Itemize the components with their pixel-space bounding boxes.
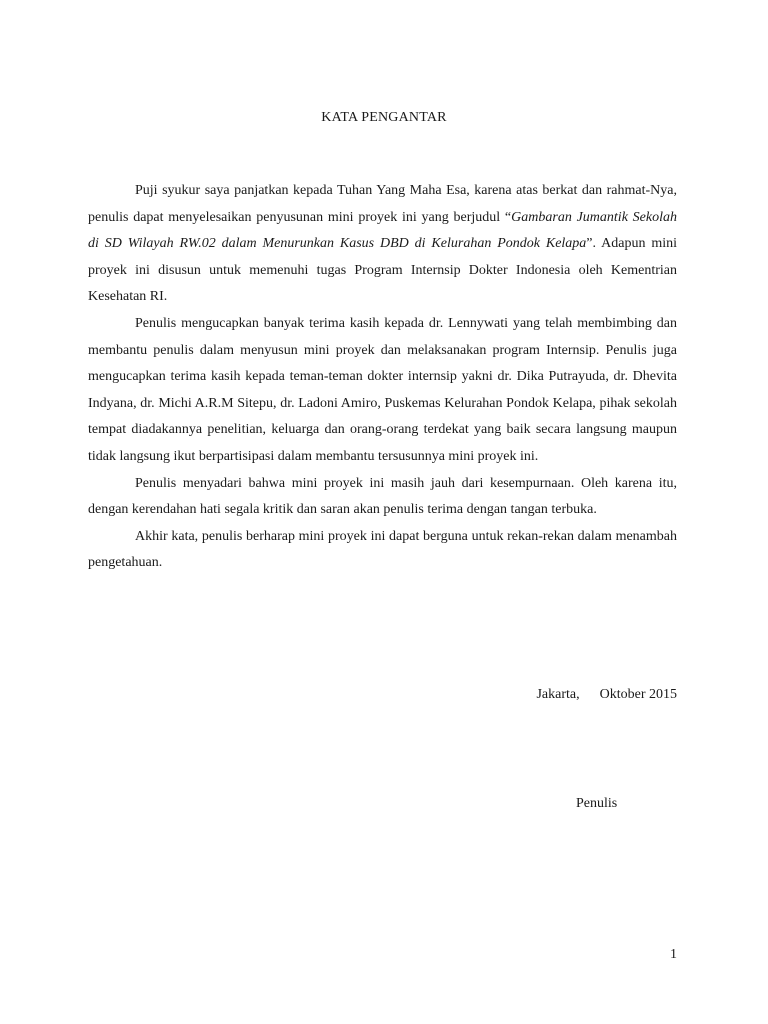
signature-author: Penulis [576, 796, 618, 811]
document-body [88, 178, 677, 577]
paragraph-opening-text-end: ”. Adapun mini proyek ini disusun untuk memenuhi tugas Program Internsip Dokter Indonesia oleh Kementrian Kesehatan RI. [88, 236, 677, 305]
page-title: KATA PENGANTAR [321, 110, 447, 125]
paragraph-acceptance: Penulis menyadari bahwa mini proyek ini masih jauh dari kesempurnaan. Oleh karena itu, dengan kerendahan hati segala kritik dan saran akan penulis terima dengan tangan terbuka. [88, 475, 677, 518]
paragraph-opening [88, 178, 677, 311]
signature-city: Jakarta, [536, 687, 580, 702]
paragraph-closing: Akhir kata, penulis berharap mini proyek ini dapat berguna untuk rekan-rekan dalam menambah pengetahuan. [88, 528, 677, 571]
paragraph-acknowledgement: Penulis mengucapkan banyak terima kasih kepada dr. Lennywati yang telah membimbing dan membantu penulis dalam menyusun mini proyek dan melaksanakan program Internsip. Penulis juga mengucapkan terima kasih kepada teman-teman dokter internsip yakni dr. Dika Putrayuda, dr. Dhevita Indyana, dr. Michi A.R.M Sitepu, dr. Ladoni Amiro, Puskemas Kelurahan Pondok Kelapa, pihak sekolah tempat diadakannya penelitian, keluarga dan orang-orang terdekat yang baik secara langsung maupun tidak langsung ikut berpartisipasi dalam membantu tersusunnya mini proyek ini. [88, 315, 677, 464]
signature-month-year: Oktober 2015 [599, 687, 677, 702]
research-title: Gambaran Jumantik Sekolah di SD Wilayah RW.02 dalam Menurunkan Kasus DBD di Kelurahan Pondok Kelapa [88, 209, 677, 252]
signature-date [536, 687, 677, 703]
page-number: 1 [670, 947, 677, 962]
paragraph-opening-text: Puji syukur saya panjatkan kepada Tuhan Yang Maha Esa, karena atas berkat dan rahmat-Nya, penulis dapat menyelesaikan penyusunan mini proyek ini yang berjudul “ [88, 183, 677, 225]
